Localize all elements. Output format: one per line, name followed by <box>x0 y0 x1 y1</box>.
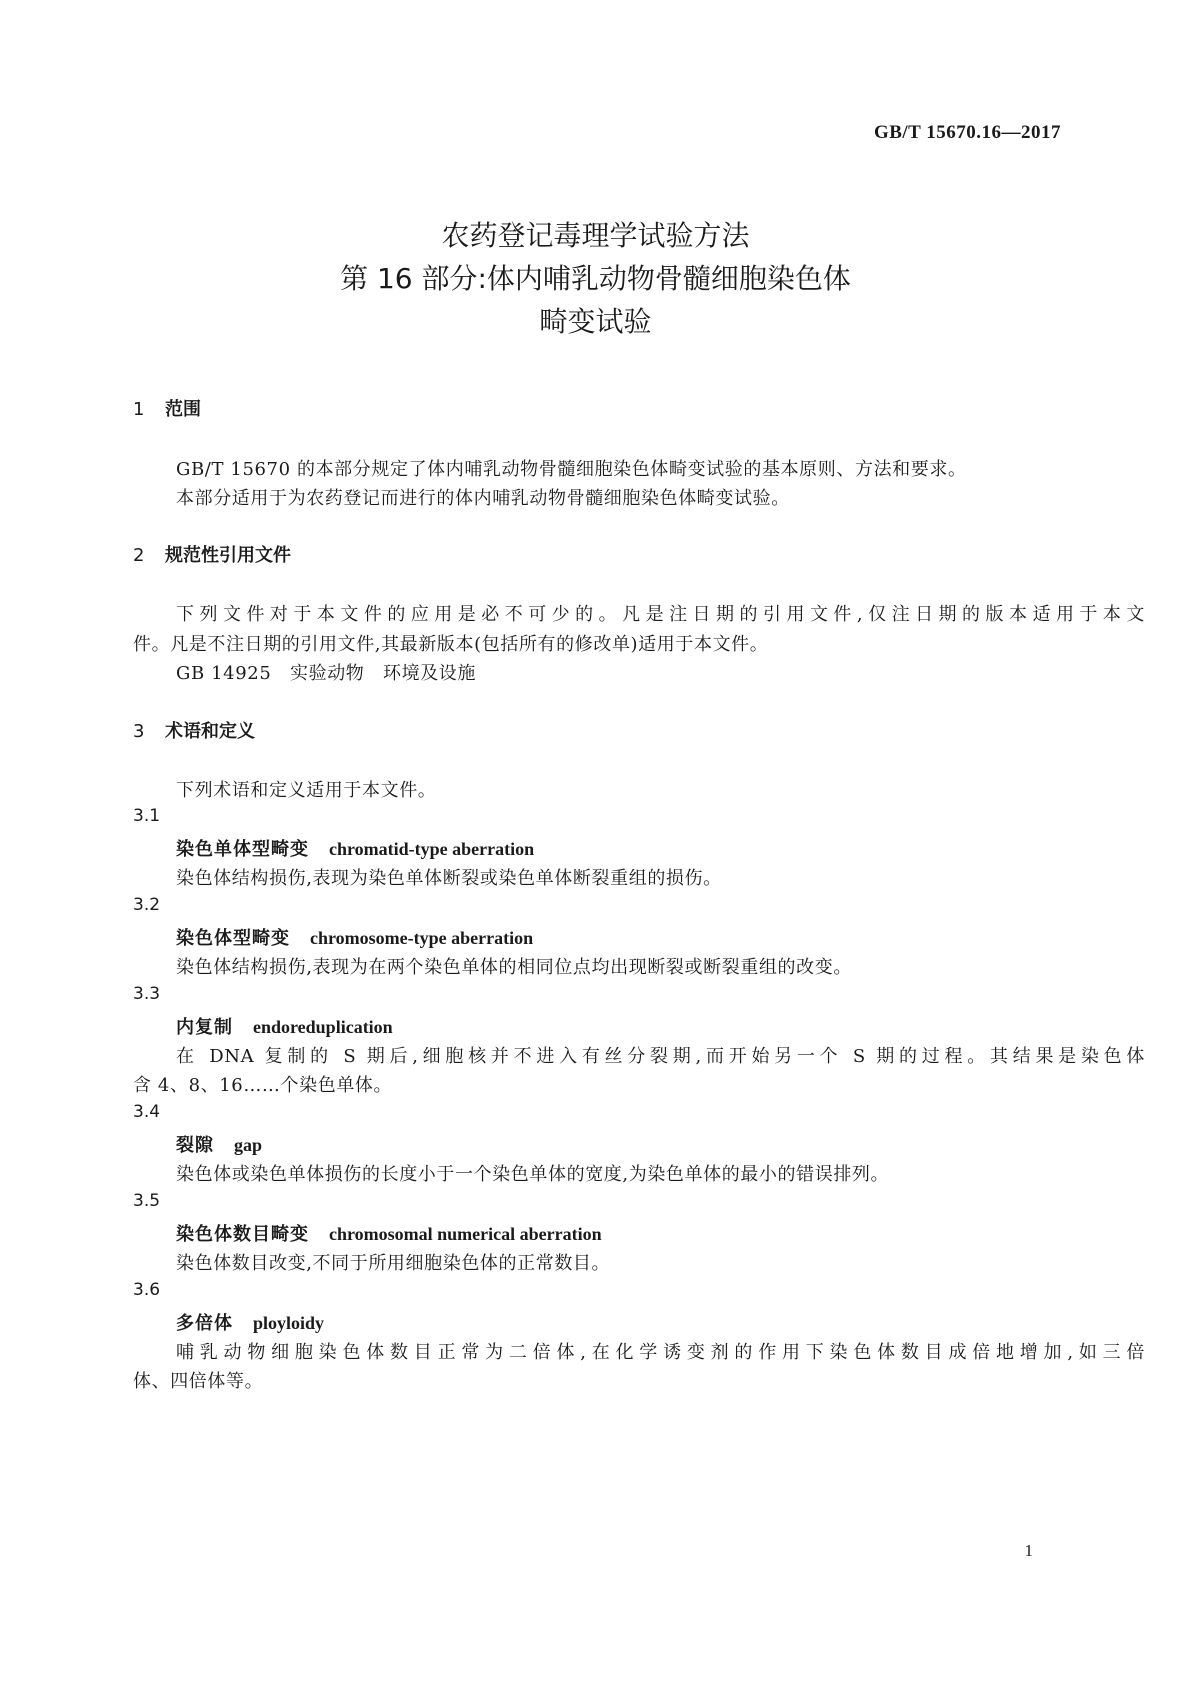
term-chinese: 染色体型畸变 <box>176 928 290 949</box>
term-number: 3.1 <box>133 806 161 826</box>
section-1-paragraph-2: 本部分适用于为农药登记而进行的体内哺乳动物骨髓细胞染色体畸变试验。 <box>176 488 790 509</box>
term-english: chromatid-type aberration <box>329 839 535 859</box>
section-number: 3 <box>133 721 145 742</box>
term-heading <box>176 1220 602 1246</box>
term-english: ployloidy <box>253 1313 325 1333</box>
term-number: 3.2 <box>133 895 161 915</box>
section-3-heading <box>133 717 255 743</box>
term-english: chromosome-type aberration <box>310 928 534 948</box>
term-heading <box>176 1013 393 1039</box>
term-number: 3.3 <box>133 984 161 1004</box>
term-definition-continued: 含 4、8、16……个染色单体。 <box>133 1075 393 1096</box>
term-english: gap <box>234 1135 263 1155</box>
term-chinese: 裂隙 <box>176 1135 214 1156</box>
term-definition: 染色体或染色单体损伤的长度小于一个染色单体的宽度,为染色单体的最小的错误排列。 <box>176 1164 890 1185</box>
term-chinese: 内复制 <box>176 1017 233 1038</box>
normative-reference: GB 14925 实验动物 环境及设施 <box>176 663 476 684</box>
section-2-paragraph-line-2: 件。凡是不注日期的引用文件,其最新版本(包括所有的修改单)适用于本文件。 <box>133 634 769 655</box>
section-number: 2 <box>133 545 145 566</box>
section-title: 术语和定义 <box>165 721 255 742</box>
term-heading <box>176 924 533 950</box>
term-number: 3.4 <box>133 1102 161 1122</box>
term-english: endoreduplication <box>253 1017 393 1037</box>
term-definition: 哺乳动物细胞染色体数目正常为二倍体,在化学诱变剂的作用下染色体数目成倍地增加,如三倍 <box>176 1342 1145 1363</box>
term-definition: 染色体结构损伤,表现为染色单体断裂或染色单体断裂重组的损伤。 <box>176 868 722 889</box>
term-definition: 在 DNA 复制的 S 期后,细胞核并不进入有丝分裂期,而开始另一个 S 期的过程。其结果是染色体 <box>176 1046 1145 1067</box>
term-english: chromosomal numerical aberration <box>329 1224 602 1244</box>
section-2-heading <box>133 541 291 567</box>
title-line-1: 农药登记毒理学试验方法 <box>441 219 750 252</box>
term-number: 3.5 <box>133 1191 161 1211</box>
term-number: 3.6 <box>133 1280 161 1300</box>
standard-number: GB/T 15670.16—2017 <box>873 122 1061 143</box>
term-heading <box>176 835 534 861</box>
section-title: 规范性引用文件 <box>165 545 291 566</box>
section-1-paragraph-1: GB/T 15670 的本部分规定了体内哺乳动物骨髓细胞染色体畸变试验的基本原则、方法和要求。 <box>176 459 967 480</box>
term-heading <box>176 1131 262 1157</box>
term-chinese: 多倍体 <box>176 1313 233 1334</box>
term-chinese: 染色体数目畸变 <box>176 1224 309 1245</box>
title-line-2: 第 16 部分:体内哺乳动物骨髓细胞染色体 <box>340 262 851 295</box>
term-heading <box>176 1309 324 1335</box>
section-2-paragraph-line-1: 下列文件对于本文件的应用是必不可少的。凡是注日期的引用文件,仅注日期的版本适用于本文 <box>176 604 1145 625</box>
term-definition-continued: 体、四倍体等。 <box>133 1371 264 1392</box>
title-line-3: 畸变试验 <box>539 305 652 338</box>
term-definition: 染色体数目改变,不同于所用细胞染色体的正常数目。 <box>176 1253 611 1274</box>
term-chinese: 染色单体型畸变 <box>176 839 309 860</box>
section-3-intro: 下列术语和定义适用于本文件。 <box>176 780 437 801</box>
section-title: 范围 <box>165 399 201 420</box>
section-number: 1 <box>133 399 145 420</box>
term-definition: 染色体结构损伤,表现为在两个染色单体的相同位点均出现断裂或断裂重组的改变。 <box>176 957 852 978</box>
section-1-heading <box>133 395 201 421</box>
page-number: 1 <box>1024 1541 1033 1560</box>
